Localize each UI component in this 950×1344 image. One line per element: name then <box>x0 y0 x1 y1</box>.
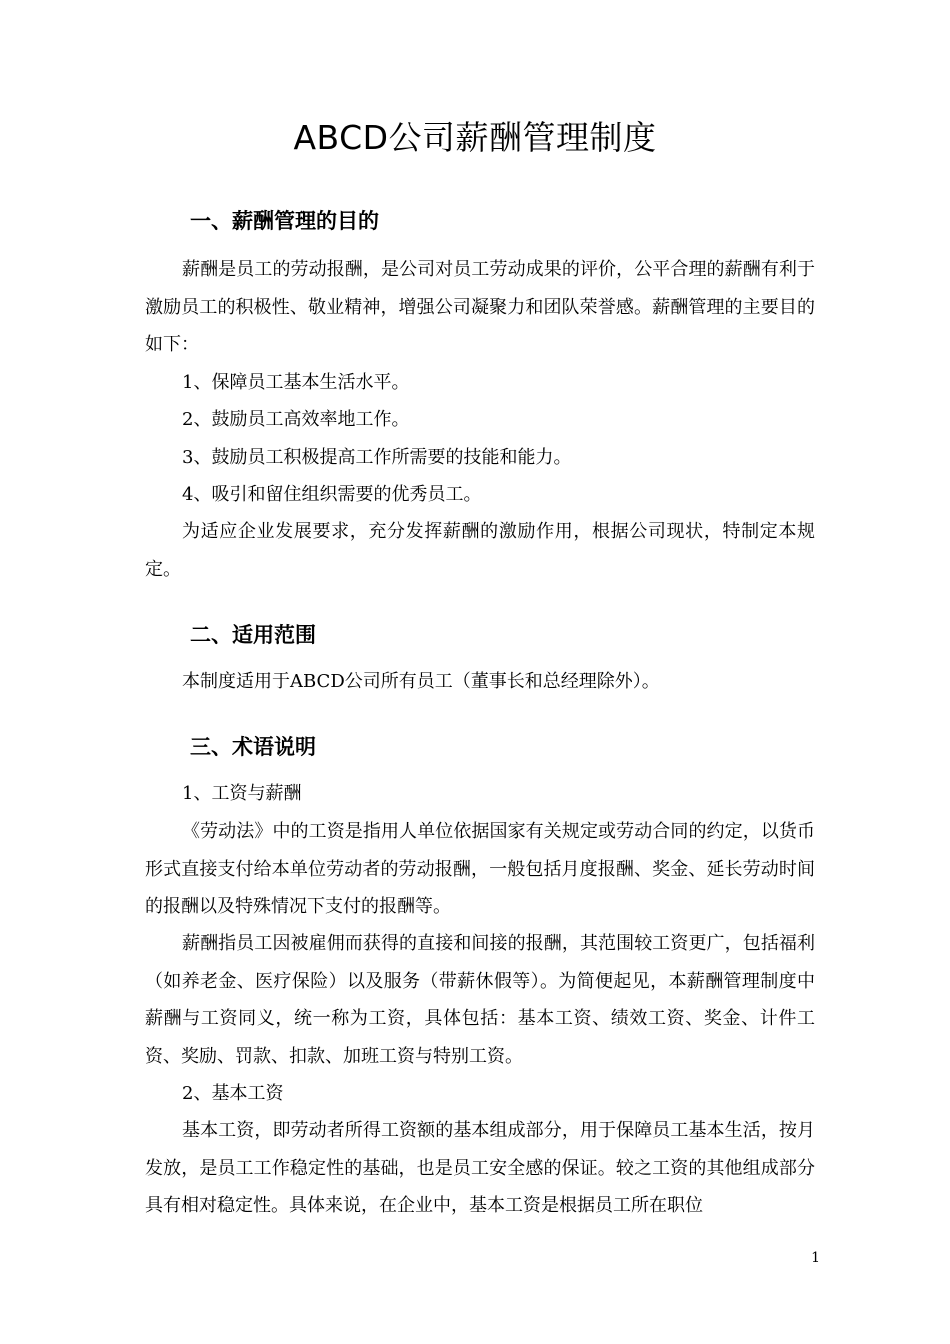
purpose-item-2: 2、鼓励员工高效率地工作。 <box>182 409 410 430</box>
page-number: 1 <box>811 1250 820 1266</box>
section-purpose-closing: 为适应企业发展要求，充分发挥薪酬的激励作用，根据公司现状，特制定本规定。 <box>145 521 815 580</box>
section-heading-purpose: 一、薪酬管理的目的 <box>190 209 379 233</box>
purpose-item-3: 3、鼓励员工积极提高工作所需要的技能和能力。 <box>182 447 572 468</box>
section-heading-scope: 二、适用范围 <box>190 623 316 647</box>
terms-base-pay-para-1: 基本工资，即劳动者所得工资额的基本组成部分，用于保障员工基本生活，按月发放，是员工工作稳定性的基础，也是员工安全感的保证。较之工资的其他组成部分具有相对稳定性。具体来说，在企业中，基本工资是根据员工所在职位 <box>145 1120 815 1216</box>
section-purpose-intro: 薪酬是员工的劳动报酬，是公司对员工劳动成果的评价，公平合理的薪酬有利于激励员工的积极性、敬业精神，增强公司凝聚力和团队荣誉感。薪酬管理的主要目的如下： <box>145 259 815 355</box>
terms-subtitle-wages: 1、工资与薪酬 <box>182 783 302 804</box>
section-heading-terms: 三、术语说明 <box>190 735 316 759</box>
purpose-item-1: 1、保障员工基本生活水平。 <box>182 372 410 393</box>
section-scope-body: 本制度适用于ABCD公司所有员工（董事长和总经理除外）。 <box>182 671 660 692</box>
terms-subtitle-base-pay: 2、基本工资 <box>182 1083 284 1104</box>
document-title: ABCD公司薪酬管理制度 <box>293 118 657 157</box>
purpose-item-4: 4、吸引和留住组织需要的优秀员工。 <box>182 484 482 505</box>
terms-wages-para-1: 《劳动法》中的工资是指用人单位依据国家有关规定或劳动合同的约定，以货币形式直接支付给本单位劳动者的劳动报酬，一般包括月度报酬、奖金、延长劳动时间的报酬以及特殊情况下支付的报酬等。 <box>145 821 815 917</box>
terms-wages-para-2: 薪酬指员工因被雇佣而获得的直接和间接的报酬，其范围较工资更广，包括福利（如养老金、医疗保险）以及服务（带薪休假等）。为简便起见，本薪酬管理制度中薪酬与工资同义，统一称为工资，具体包括：基本工资、绩效工资、奖金、计件工资、奖励、罚款、扣款、加班工资与特别工资。 <box>145 933 815 1067</box>
